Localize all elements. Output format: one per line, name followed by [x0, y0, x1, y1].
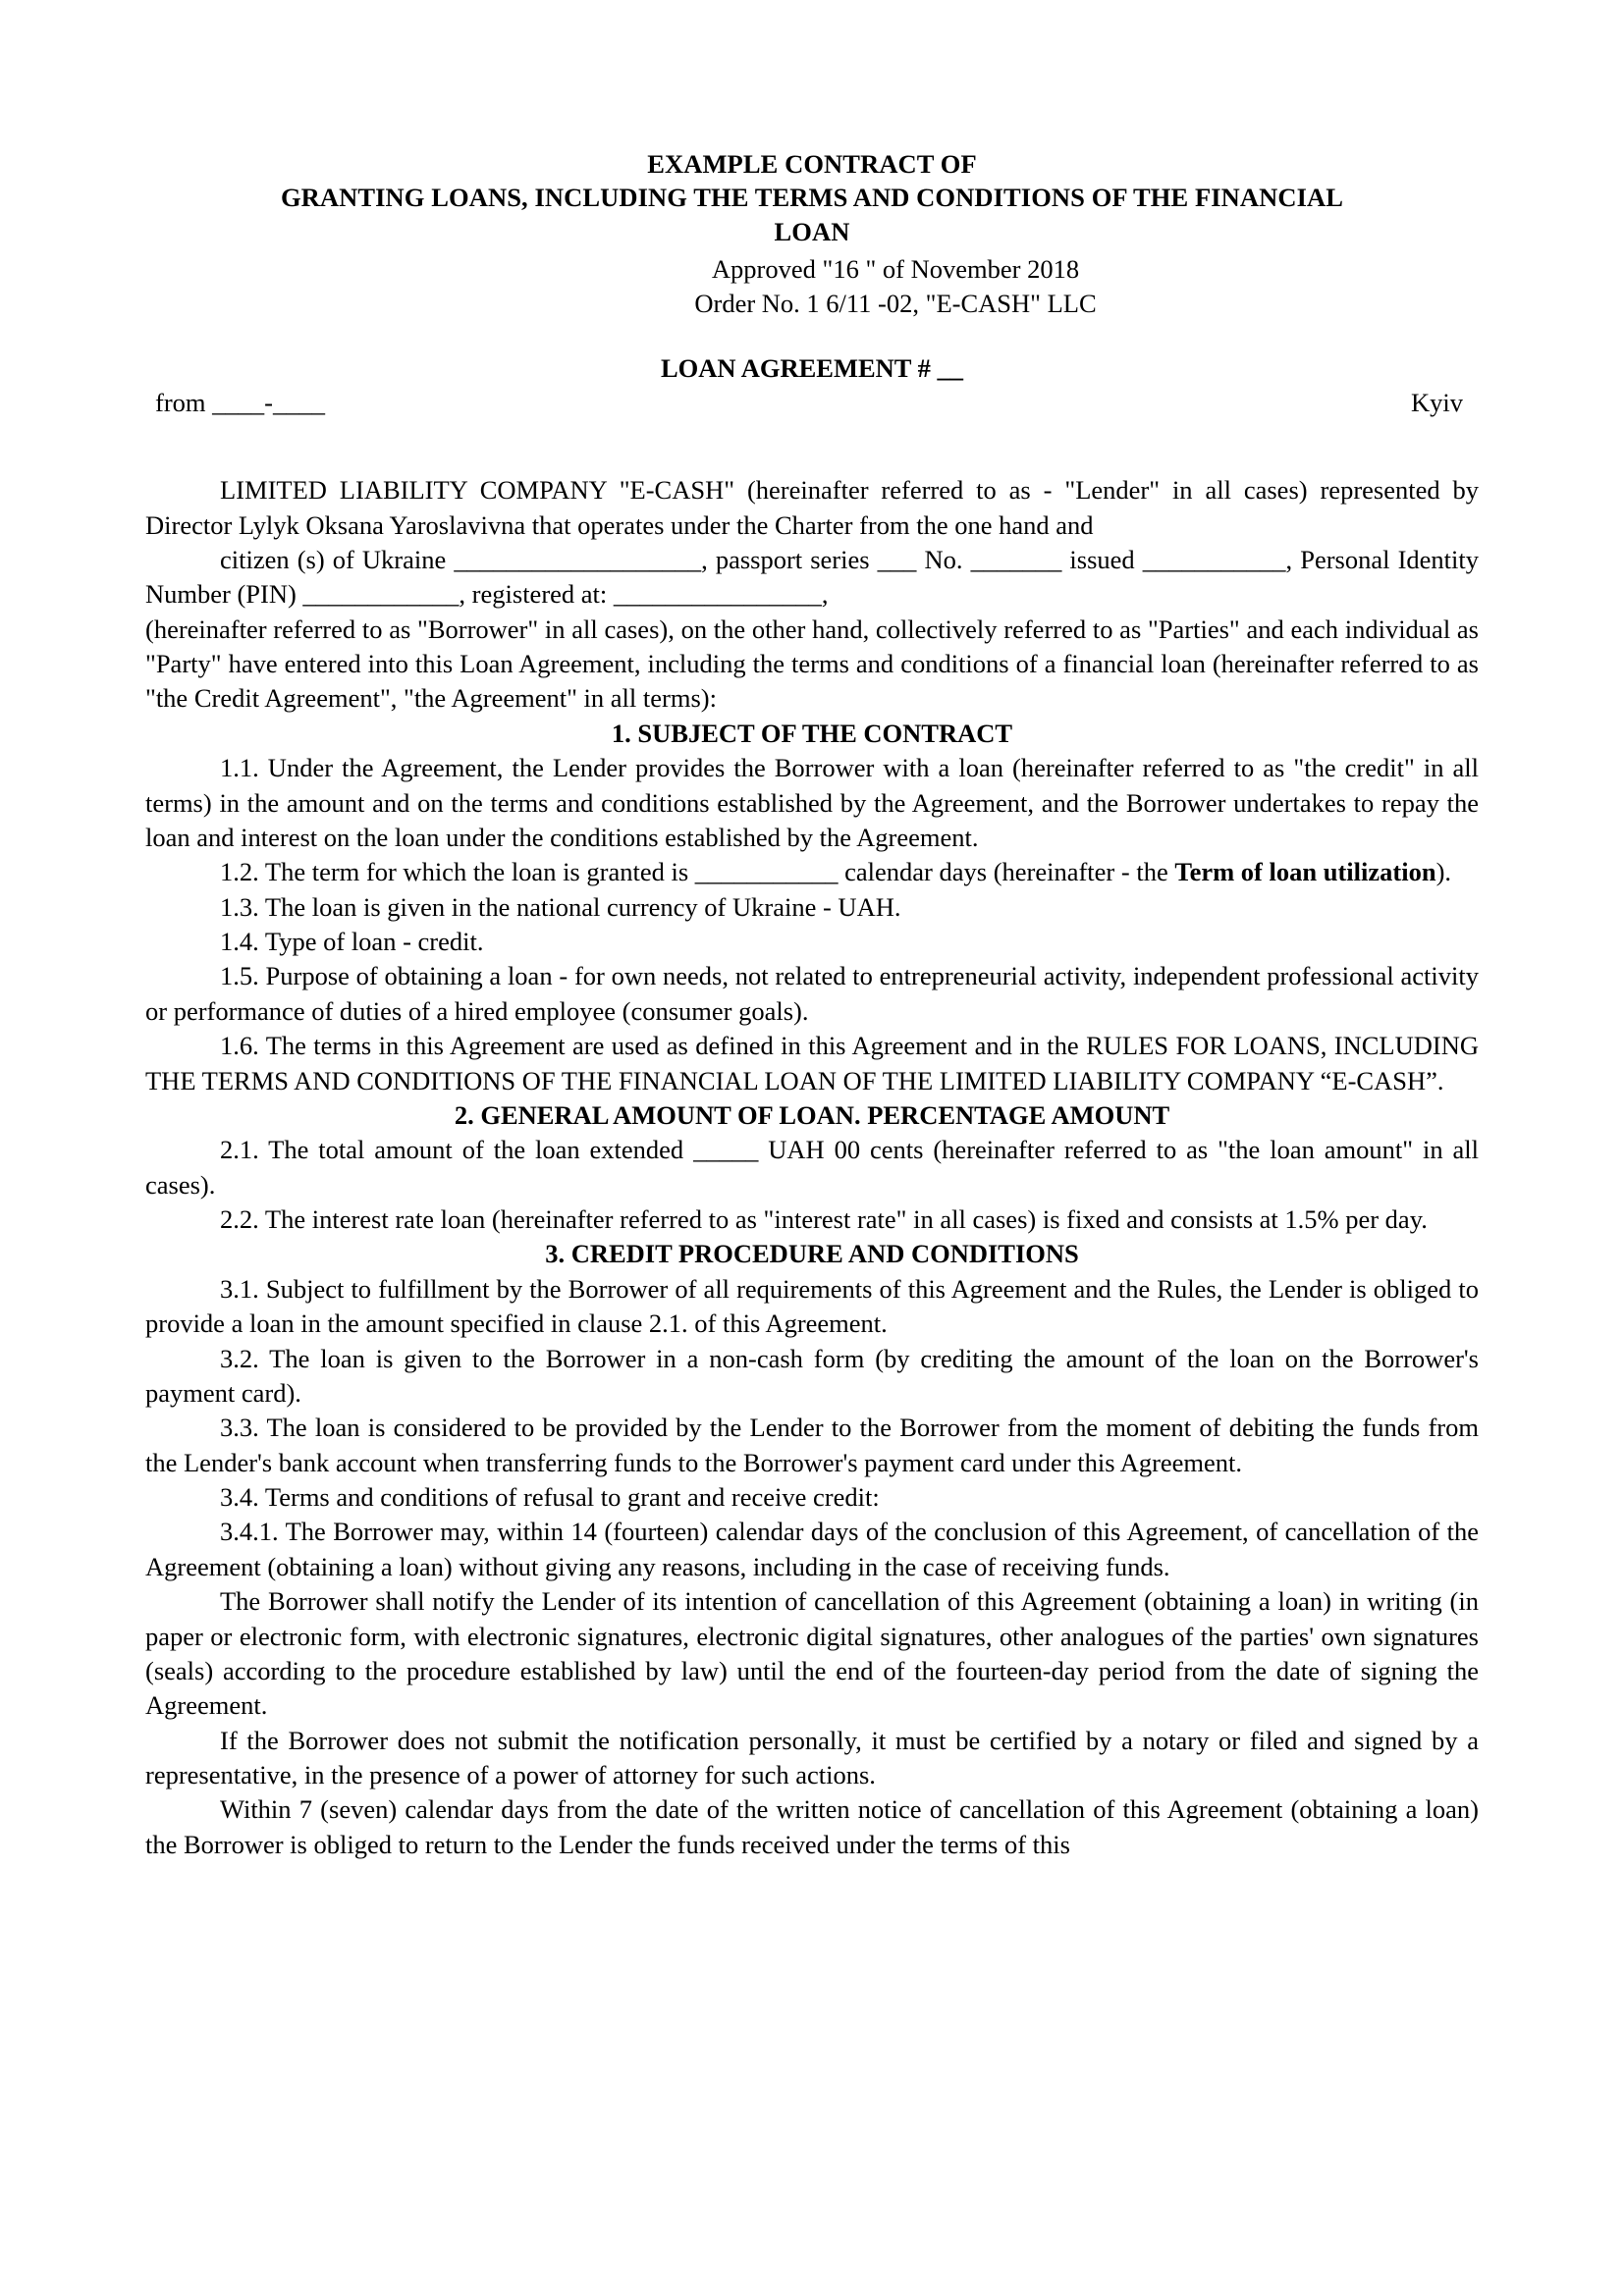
from-date-field: from ____-____: [155, 388, 325, 418]
approval-order: Order No. 1 6/11 -02, "E-CASH" LLC: [694, 288, 1097, 318]
clause-2-2: 2.2. The interest rate loan (hereinafter referred to as "interest rate" in all cases) is fixed and consists at 1.5% per day.: [220, 1204, 1428, 1235]
preamble-part-2: citizen (s) of Ukraine ___________________, passport series ___ No. _______ issued ___________, Personal Identity Number (PIN) ____________, registered at: ________________,: [145, 544, 1479, 610]
clause-3-4-1-notice: The Borrower shall notify the Lender of its intention of cancellation of this Agreement (obtaining a loan) in writing (in paper or electronic form, with electronic signatures, electronic digital signatures, other analogues of the parties' own signatures (seals) according to the procedure established by law) until the end of the fourteen-day period from the date of signing the Agreement.: [145, 1586, 1479, 1721]
clause-1-1: 1.1. Under the Agreement, the Lender provides the Borrower with a loan (hereinafter referred to as "the credit" in all terms) in the amount and on the terms and conditions established by the Agreement, and the Borrower undertakes to repay the loan and interest on the loan under the conditions established by the Agreement.: [145, 753, 1479, 852]
city-label: Kyiv: [1411, 388, 1463, 418]
clause-1-2-bold-term: Term of loan utilization: [1174, 857, 1436, 887]
document-body: [145, 473, 1479, 1862]
clause-1-5: 1.5. Purpose of obtaining a loan - for own needs, not related to entrepreneurial activity, independent professional activity or performance of duties of a hired employee (consumer goals).: [145, 961, 1479, 1026]
approval-block: [145, 252, 1479, 320]
document-title-line-3: LOAN: [774, 216, 850, 246]
preamble-part-3: (hereinafter referred to as "Borrower" in all cases), on the other hand, collectively referred to as "Parties" and each individual as "Party" have entered into this Loan Agreement, including the terms and conditions of a financial loan (hereinafter referred to as "the Credit Agreement", "the Agreement" in all terms):: [145, 614, 1479, 714]
section-1-heading: 1. SUBJECT OF THE CONTRACT: [611, 718, 1013, 748]
clause-1-6: 1.6. The terms in this Agreement are used as defined in this Agreement and in the RULES FOR LOANS, INCLUDING THE TERMS AND CONDITIONS OF THE FINANCIAL LOAN OF THE LIMITED LIABILITY COMPANY “E-CASH”.: [145, 1031, 1479, 1095]
section-3-heading: 3. CREDIT PROCEDURE AND CONDITIONS: [545, 1239, 1079, 1269]
clause-3-4-1: 3.4.1. The Borrower may, within 14 (fourteen) calendar days of the conclusion of this Agreement, of cancellation of the Agreement (obtaining a loan) without giving any reasons, including in the case of receiving funds.: [145, 1517, 1479, 1581]
clause-3-1: 3.1. Subject to fulfillment by the Borrower of all requirements of this Agreement and the Rules, the Lender is obliged to provide a loan in the amount specified in clause 2.1. of this Agreement.: [145, 1273, 1479, 1339]
clause-3-4-1-return: Within 7 (seven) calendar days from the date of the written notice of cancellation of this Agreement (obtaining a loan) the Borrower is obliged to return to the Lender the funds received under the terms of this: [145, 1794, 1479, 1859]
clause-1-2-text-a: 1.2. The term for which the loan is granted is ___________ calendar days (hereinafter - the: [220, 857, 1175, 887]
document-title: [145, 147, 1479, 248]
clause-3-2: 3.2. The loan is given to the Borrower in a non-cash form (by crediting the amount of the loan on the Borrower's payment card).: [145, 1343, 1479, 1408]
clause-2-1: 2.1. The total amount of the loan extended _____ UAH 00 cents (hereinafter referred to as "the loan amount" in all cases).: [145, 1135, 1479, 1200]
agreement-heading: LOAN AGREEMENT # __: [661, 353, 963, 384]
document-title-line-1: EXAMPLE CONTRACT OF: [647, 149, 977, 179]
clause-3-3: 3.3. The loan is considered to be provided by the Lender to the Borrower from the moment of debiting the funds from the Lender's bank account when transferring funds to the Borrower's payment card under this Agreement.: [145, 1413, 1479, 1477]
clause-3-4-1-representative: If the Borrower does not submit the notification personally, it must be certified by a notary or filed and signed by a representative, in the presence of a power of attorney for such actions.: [145, 1725, 1479, 1790]
clause-1-4: 1.4. Type of loan - credit.: [220, 927, 484, 957]
clause-1-2: [145, 855, 1479, 889]
document-title-line-2: GRANTING LOANS, INCLUDING THE TERMS AND CONDITIONS OF THE FINANCIAL: [280, 183, 1344, 213]
approval-date: Approved "16 " of November 2018: [711, 254, 1080, 285]
clause-1-3: 1.3. The loan is given in the national currency of Ukraine - UAH.: [220, 891, 901, 922]
from-city-line: [145, 388, 1479, 418]
clause-1-2-text-b: ).: [1435, 857, 1452, 887]
section-2-heading: 2. GENERAL AMOUNT OF LOAN. PERCENTAGE AMOUNT: [454, 1099, 1170, 1130]
preamble-part-1: LIMITED LIABILITY COMPANY "E-CASH" (hereinafter referred to as - "Lender" in all cases) represented by Director Lylyk Oksana Yaroslavivna that operates under the Charter from the one hand and: [145, 475, 1479, 540]
clause-3-4: 3.4. Terms and conditions of refusal to grant and receive credit:: [220, 1482, 880, 1513]
